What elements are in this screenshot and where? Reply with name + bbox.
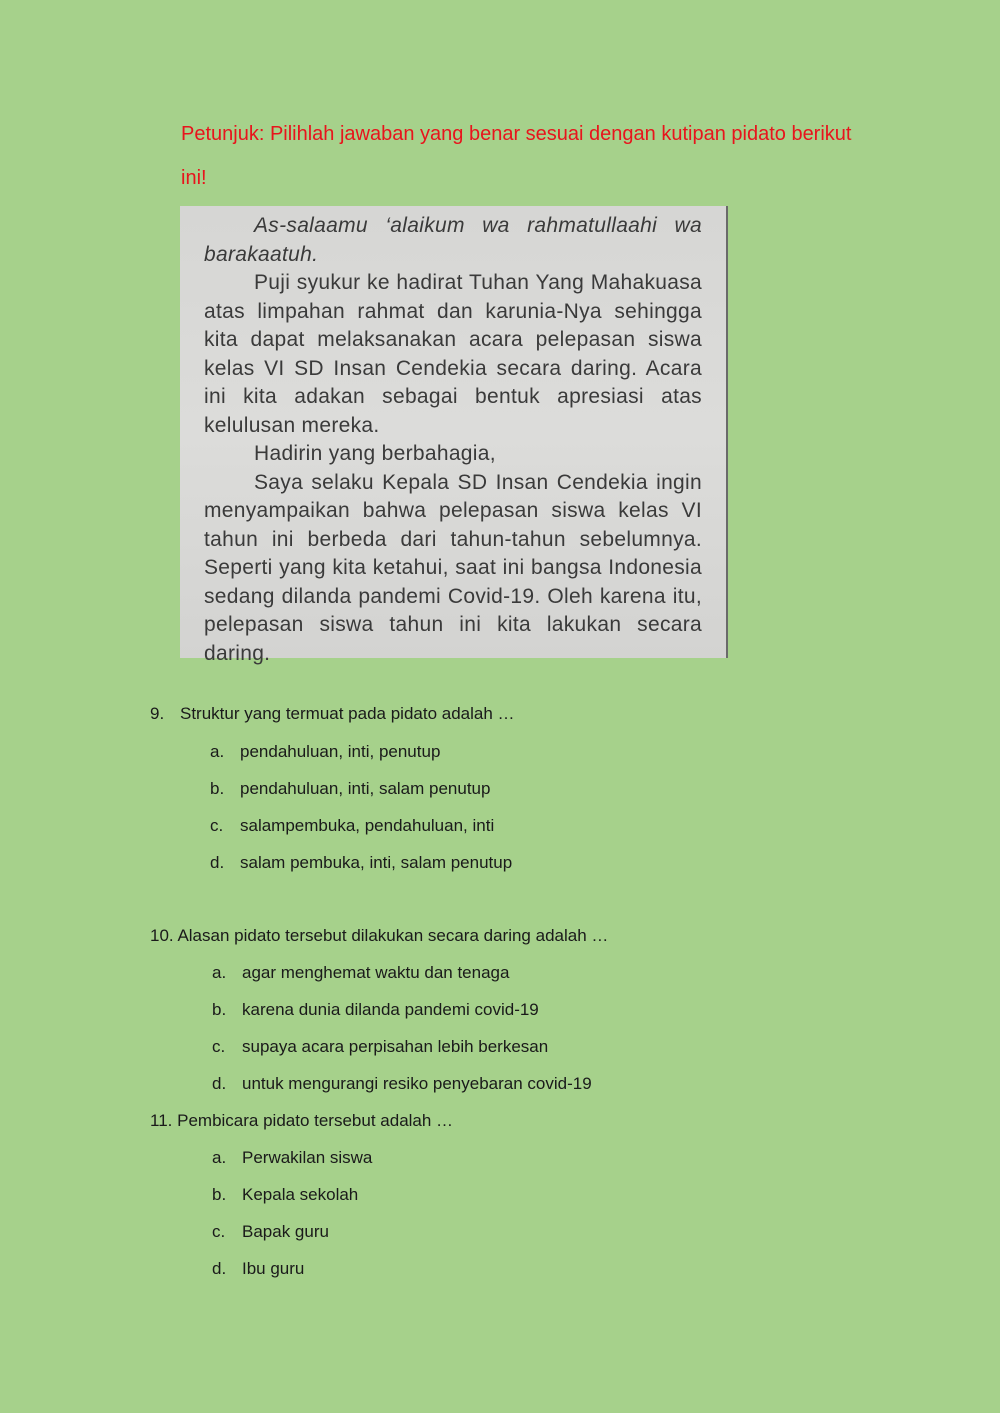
question-number: 11. (150, 1111, 173, 1130)
option-letter: d. (212, 1074, 227, 1093)
excerpt-body: Saya selaku Kepala SD Insan Cendekia ingin menyampaikan bahwa pelepasan siswa kelas VI tahun ini berbeda dari tahun-tahun sebelumnya. Seperti yang kita ketahui, saat ini bangsa Indonesia sedang dilanda pandemi Covid-19. Oleh karena itu, pelepasan siswa tahun ini kita lakukan secara daring. (204, 470, 702, 665)
question-text: Alasan pidato tersebut dilakukan secara daring adalah … (177, 926, 609, 945)
question-9 (150, 704, 515, 724)
option-text: untuk mengurangi resiko penyebaran covid-19 (242, 1074, 592, 1093)
option-text: Bapak guru (242, 1222, 329, 1241)
question-9-options (210, 733, 512, 881)
excerpt-address: Hadirin yang berbahagia, (254, 442, 496, 465)
option-text: Perwakilan siswa (242, 1148, 373, 1167)
option-d[interactable] (212, 1065, 592, 1102)
option-text: salam pembuka, inti, salam penutup (240, 853, 513, 872)
option-c[interactable] (212, 1028, 592, 1065)
option-b[interactable] (212, 991, 592, 1028)
excerpt-opening: Puji syukur ke hadirat Tuhan Yang Mahakuasa atas limpahan rahmat dan karunia-Nya sehingga kita dapat melaksanakan acara pelepasan siswa kelas VI SD Insan Cendekia secara daring. Acara ini kita adakan sebagai bentuk apresiasi atas kelulusan mereka. (204, 271, 702, 437)
option-letter: d. (212, 1259, 227, 1278)
option-text: salampembuka, pendahuluan, inti (240, 816, 495, 835)
option-text: pendahuluan, inti, penutup (240, 742, 441, 761)
option-letter: c. (212, 1037, 226, 1056)
question-number: 10. (150, 926, 174, 945)
question-number: 9. (150, 704, 165, 723)
option-letter: a. (210, 742, 225, 761)
option-text: Kepala sekolah (242, 1185, 359, 1204)
option-d[interactable] (212, 1250, 372, 1287)
option-a[interactable] (212, 954, 592, 991)
option-text: supaya acara perpisahan lebih berkesan (242, 1037, 549, 1056)
option-a[interactable] (210, 733, 512, 770)
option-c[interactable] (210, 807, 512, 844)
option-letter: b. (212, 1000, 227, 1019)
option-text: pendahuluan, inti, salam penutup (240, 779, 491, 798)
option-b[interactable] (210, 770, 512, 807)
option-letter: a. (212, 963, 227, 982)
option-text: agar menghemat waktu dan tenaga (242, 963, 510, 982)
option-letter: a. (212, 1148, 227, 1167)
option-letter: d. (210, 853, 225, 872)
option-a[interactable] (212, 1139, 372, 1176)
question-text: Struktur yang termuat pada pidato adalah … (180, 704, 515, 723)
question-10 (150, 926, 608, 946)
option-letter: b. (210, 779, 225, 798)
question-11-options (212, 1139, 372, 1287)
option-letter: c. (212, 1222, 226, 1241)
option-text: Ibu guru (242, 1259, 305, 1278)
option-c[interactable] (212, 1213, 372, 1250)
instruction-text: Petunjuk: Pilihlah jawaban yang benar sesuai dengan kutipan pidato berikut ini! (181, 123, 852, 189)
option-d[interactable] (210, 844, 512, 881)
question-11 (150, 1111, 453, 1131)
option-text: karena dunia dilanda pandemi covid-19 (242, 1000, 539, 1019)
question-text: Pembicara pidato tersebut adalah … (177, 1111, 454, 1130)
speech-excerpt-image (180, 206, 728, 665)
question-10-options (212, 954, 592, 1102)
excerpt-greeting: As-salaamu ‘alaikum wa rahmatullaahi wa barakaatuh. (204, 214, 702, 266)
option-letter: b. (212, 1185, 227, 1204)
option-letter: c. (210, 816, 224, 835)
option-b[interactable] (212, 1176, 372, 1213)
